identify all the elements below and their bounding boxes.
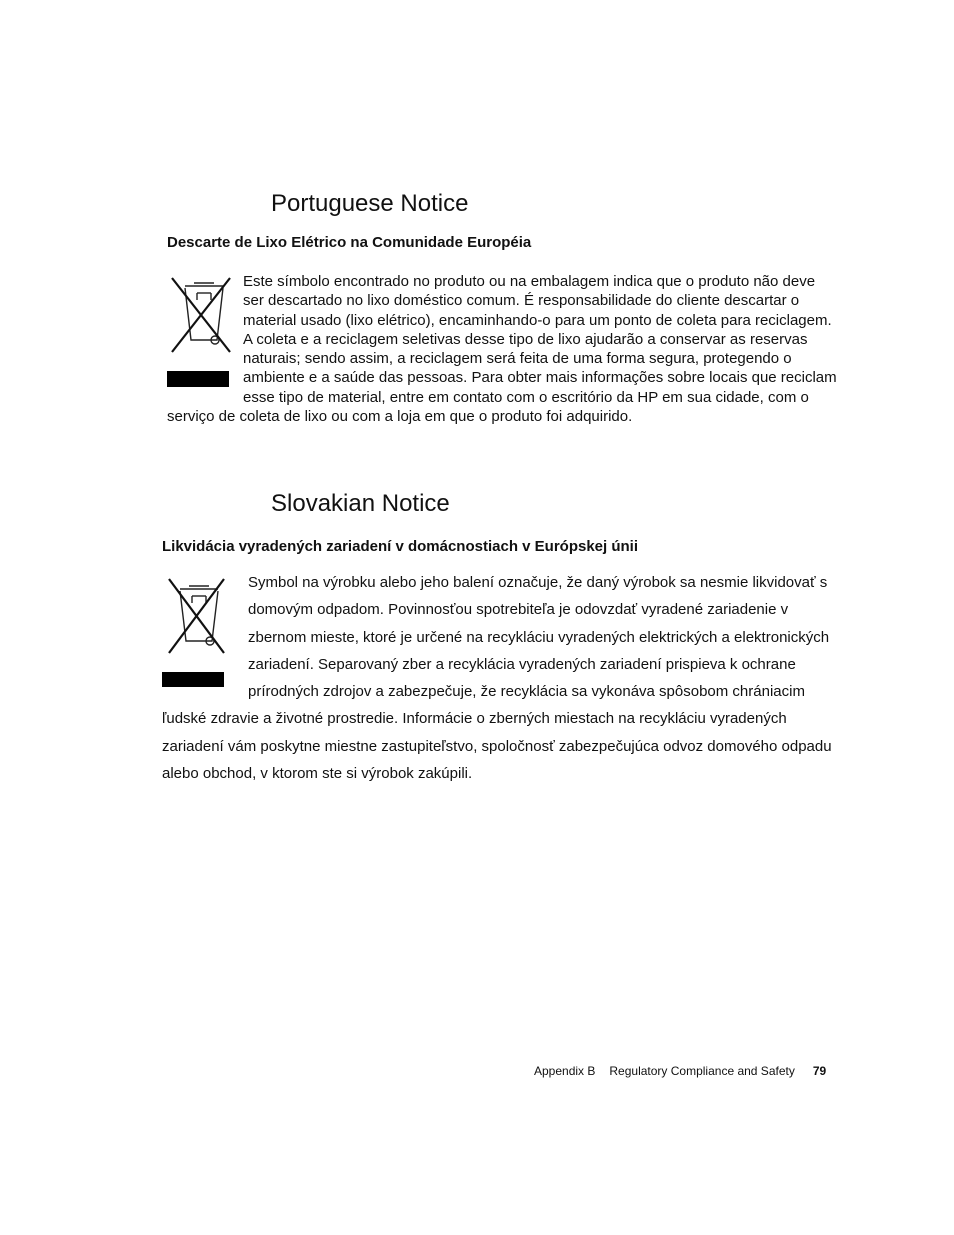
- slovakian-notice-paragraph: Symbol na výrobku alebo jeho balení označuje, že daný výrobok sa nesmie likvidovať s domovým odpadom. Povinnosťou spotrebiteľa je odovzdať vyradené zariadenie v zbernom mieste, ktoré je určené na recykláciu vyradených elektrických a elektronických zariadení. Separovaný zber a recyklácia vyradených zariadení prispieva k ochrane prírodných zdrojov a zabezpečuje, že recyklácia sa vykonáva spôsobom chrániacim ľudské zdravie a životné prostredie. Informácie o zberných miestach na recykláciu vyradených zariadení vám poskytne miestne zastupiteľstvo, spoločnosť zabezpečujúca odvoz domového odpadu alebo obchod, v ktorom ste si výrobok zakúpili.: [162, 574, 832, 783]
- portuguese-notice-title: Portuguese Notice: [271, 190, 469, 217]
- portuguese-notice-subtitle: Descarte de Lixo Elétrico na Comunidade Européia: [167, 234, 532, 251]
- crossed-out-wheelie-bin-icon: [167, 272, 235, 385]
- crossed-out-wheelie-bin-icon: [162, 569, 240, 687]
- wheelie-bin-graphic: [167, 272, 235, 360]
- page-footer: [534, 1064, 826, 1078]
- slovakian-notice-subtitle: Likvidácia vyradených zariadení v domácnostiach v Európskej únii: [162, 538, 639, 555]
- slovakian-notice-body: [162, 569, 838, 787]
- page-number: 79: [812, 1064, 827, 1078]
- portuguese-notice-paragraph: Este símbolo encontrado no produto ou na embalagem indica que o produto não deve ser descartado no lixo doméstico comum. É responsabilidade do cliente descartar o material usado (lixo elétrico), encaminhando-o para um ponto de coleta para reciclagem. A coleta e a reciclagem seletivas desse tipo de lixo ajudarão a conservar as reservas naturais; sendo assim, a reciclagem será feita de uma forma segura, protegendo o ambiente e a saúde das pessoas. Para obter mais informações sobre locais que reciclam esse tipo de material, entre em contato com o escritório da HP em sua cidade, com o serviço de coleta de lixo ou com a loja em que o produto foi adquirido.: [167, 273, 837, 426]
- slovakian-notice-title: Slovakian Notice: [271, 490, 450, 517]
- portuguese-notice-body: [167, 272, 839, 426]
- footer-section-title: Regulatory Compliance and Safety: [609, 1064, 795, 1078]
- wee-black-bar: [167, 371, 229, 387]
- wee-black-bar: [162, 672, 224, 687]
- footer-appendix: Appendix B: [534, 1064, 596, 1078]
- wheelie-bin-graphic: [164, 569, 232, 657]
